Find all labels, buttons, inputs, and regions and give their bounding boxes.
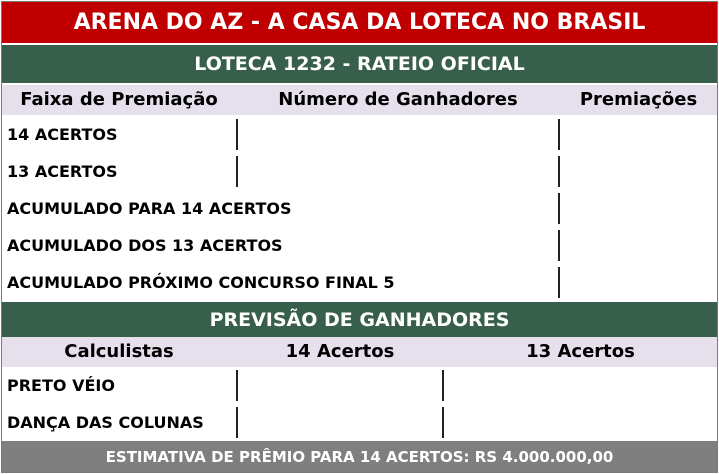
header-calculistas: Calculistas xyxy=(64,341,174,362)
prize-estimate-footer: ESTIMATIVA DE PRÊMIO PARA 14 ACERTOS: RS 4.000.000,00 xyxy=(2,441,717,472)
page-title: ARENA DO AZ - A CASA DA LOTECA NO BRASIL xyxy=(2,2,717,45)
header-ganhadores: Número de Ganhadores xyxy=(278,89,518,110)
column-divider xyxy=(558,193,560,224)
header-13-acertos: 13 Acertos xyxy=(526,341,635,362)
table-row xyxy=(2,116,717,154)
column-divider xyxy=(236,407,238,438)
header-premiacoes: Premiações xyxy=(579,89,698,110)
row-label: ACUMULADO DOS 13 ACERTOS xyxy=(7,236,283,255)
table-row xyxy=(2,264,717,302)
column-divider xyxy=(236,370,238,401)
column-divider xyxy=(442,407,444,438)
table-row xyxy=(2,367,717,405)
column-divider xyxy=(558,267,560,298)
column-divider xyxy=(442,370,444,401)
column-divider xyxy=(236,156,238,187)
row-label: DANÇA DAS COLUNAS xyxy=(7,413,204,432)
row-label: 14 ACERTOS xyxy=(7,125,118,144)
results-table xyxy=(1,1,718,473)
table-row xyxy=(2,227,717,265)
table-row xyxy=(2,190,717,228)
column-divider xyxy=(558,230,560,261)
column-divider xyxy=(558,156,560,187)
row-label: 13 ACERTOS xyxy=(7,162,118,181)
previsao-header-row xyxy=(2,337,717,367)
section-title-rateio: LOTECA 1232 - RATEIO OFICIAL xyxy=(2,45,717,85)
header-14-acertos: 14 Acertos xyxy=(285,341,395,362)
section-title-previsao: PREVISÃO DE GANHADORES xyxy=(2,300,717,339)
row-label: ACUMULADO PARA 14 ACERTOS xyxy=(7,199,292,218)
table-row xyxy=(2,153,717,191)
row-label: PRETO VÉIO xyxy=(7,376,115,395)
table-row xyxy=(2,404,717,442)
column-divider xyxy=(236,119,238,150)
rateio-header-row xyxy=(2,85,717,115)
row-label: ACUMULADO PRÓXIMO CONCURSO FINAL 5 xyxy=(7,273,395,292)
header-faixa: Faixa de Premiação xyxy=(20,89,218,110)
column-divider xyxy=(558,119,560,150)
